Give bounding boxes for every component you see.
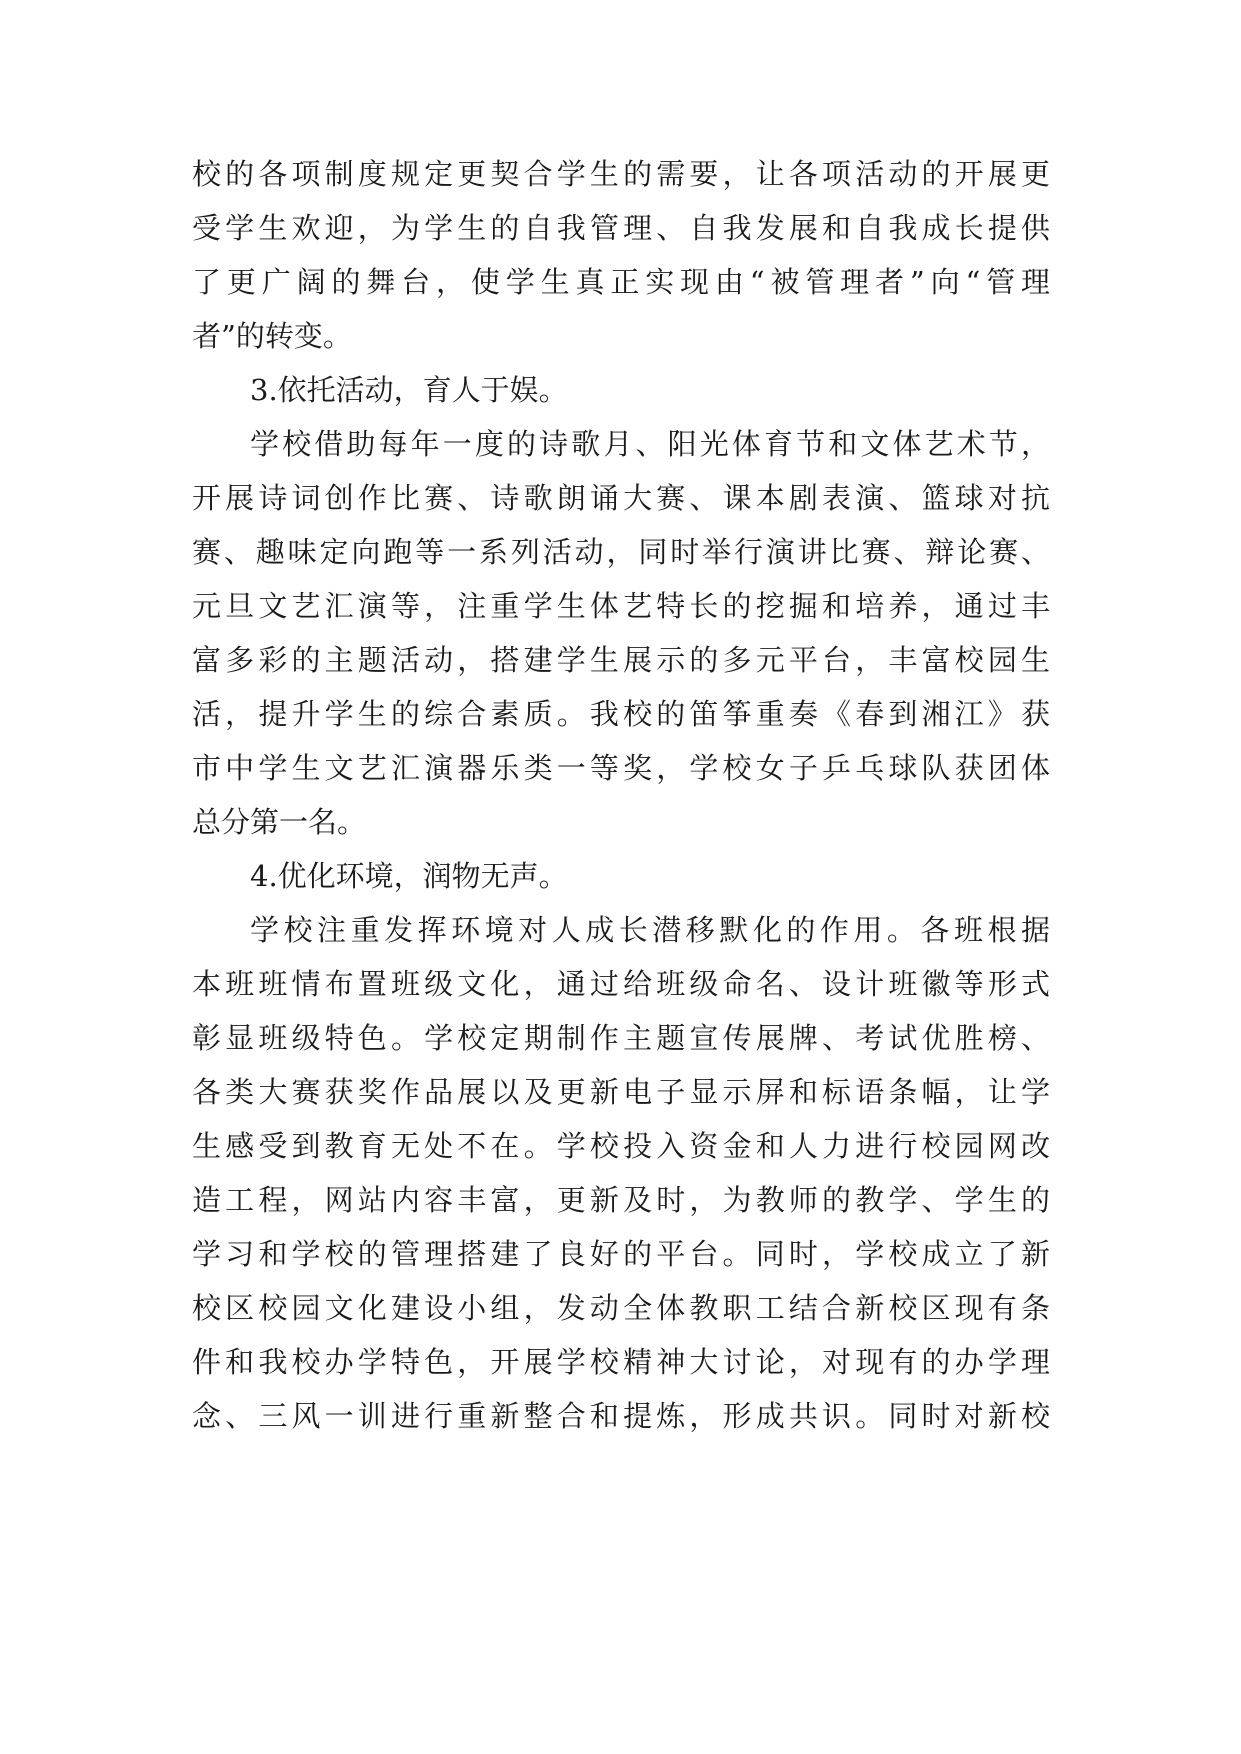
text-line: 校区校园文化建设小组，发动全体教职工结合新校区现有条 (192, 1291, 1050, 1325)
text-line: 生感受到教育无处不在。学校投入资金和人力进行校园网改 (192, 1129, 1050, 1163)
text-line: 活，提升学生的综合素质。我校的笛筝重奏《春到湘江》获 (192, 697, 1050, 731)
text-line: 者”的转变。 (192, 319, 352, 353)
text-line: 本班班情布置班级文化，通过给班级命名、设计班徽等形式 (192, 967, 1050, 1001)
text-line: 件和我校办学特色，开展学校精神大讨论，对现有的办学理 (192, 1345, 1050, 1379)
text-line: 总分第一名。 (192, 805, 367, 839)
section-heading: 4.优化环境，润物无声。 (250, 859, 568, 893)
text-line: 学习和学校的管理搭建了良好的平台。同时，学校成立了新 (192, 1237, 1050, 1271)
text-line: 了更广阔的舞台，使学生真正实现由“被管理者”向“管理 (192, 265, 1050, 299)
text-line: 念、三风一训进行重新整合和提炼，形成共识。同时对新校 (192, 1399, 1050, 1433)
text-line: 校的各项制度规定更契合学生的需要，让各项活动的开展更 (192, 157, 1050, 191)
text-line: 开展诗词创作比赛、诗歌朗诵大赛、课本剧表演、篮球对抗 (192, 481, 1050, 515)
text-line: 造工程，网站内容丰富，更新及时，为教师的教学、学生的 (192, 1183, 1050, 1217)
text-line: 富多彩的主题活动，搭建学生展示的多元平台，丰富校园生 (192, 643, 1050, 677)
section-heading: 3.依托活动，育人于娱。 (250, 373, 568, 407)
text-line: 彰显班级特色。学校定期制作主题宣传展牌、考试优胜榜、 (192, 1021, 1050, 1055)
text-line: 元旦文艺汇演等，注重学生体艺特长的挖掘和培养，通过丰 (192, 589, 1050, 623)
text-line: 市中学生文艺汇演器乐类一等奖，学校女子乒乓球队获团体 (192, 751, 1050, 785)
text-line: 各类大赛获奖作品展以及更新电子显示屏和标语条幅，让学 (192, 1075, 1050, 1109)
text-line: 学校借助每年一度的诗歌月、阳光体育节和文体艺术节， (250, 427, 1050, 461)
text-line: 受学生欢迎，为学生的自我管理、自我发展和自我成长提供 (192, 211, 1050, 245)
text-line: 赛、趣味定向跑等一系列活动，同时举行演讲比赛、辩论赛、 (192, 535, 1050, 569)
text-line: 学校注重发挥环境对人成长潜移默化的作用。各班根据 (250, 913, 1050, 947)
